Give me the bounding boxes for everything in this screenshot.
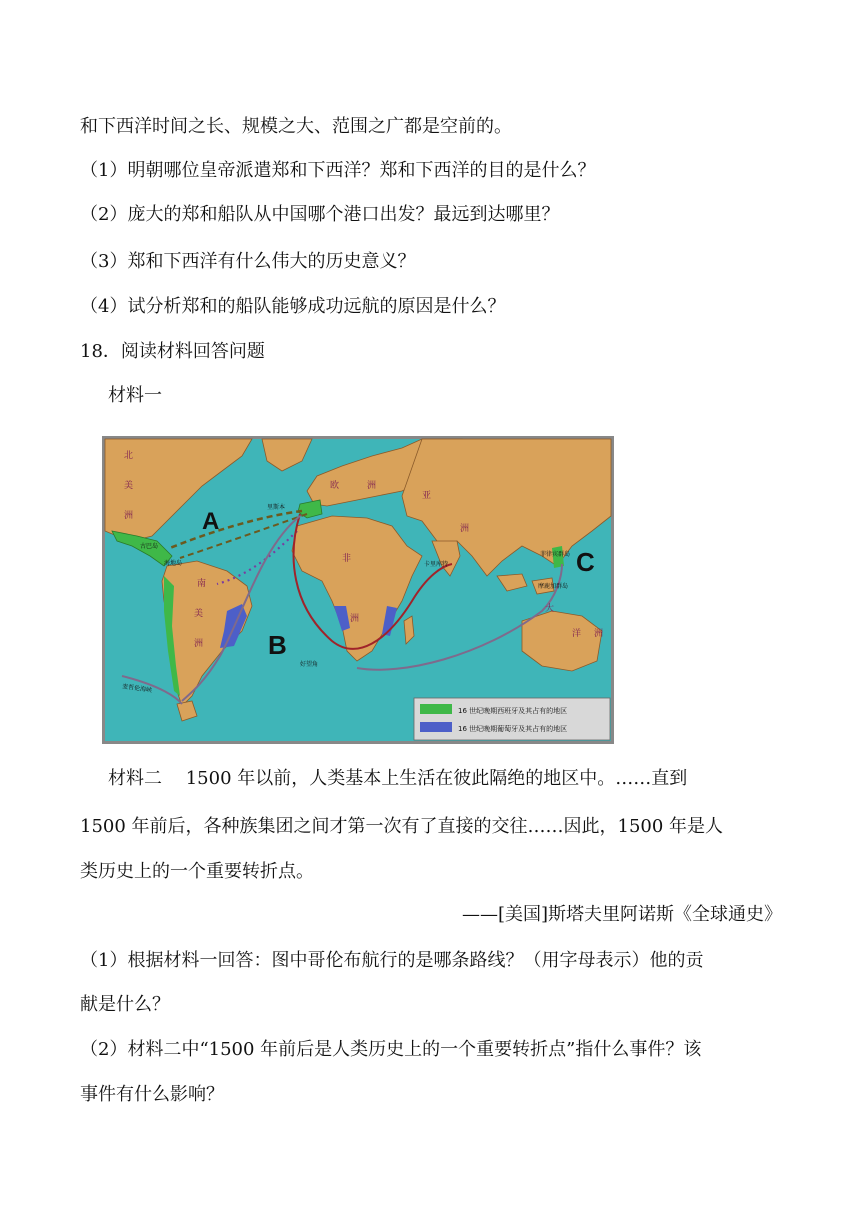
text-line: 和下西洋时间之长、规模之大、范围之广都是空前的。 xyxy=(80,116,512,137)
question-18-2-line-1: （2）材料二中“1500 年前后是人类历史上的一个重要转折点”指什么事件？该 xyxy=(80,1039,702,1060)
question-1: （1）明朝哪位皇帝派遣郑和下西洋？郑和下西洋的目的是什么？ xyxy=(80,160,596,181)
material-1-label: 材料一 xyxy=(108,385,162,406)
material-2-line-1: 材料二 1500 年以前，人类基本上生活在彼此隔绝的地区中。……直到 xyxy=(108,768,688,789)
label-africa-2: 洲 xyxy=(350,614,360,624)
question-18-1-line-1: （1）根据材料一回答：图中哥伦布航行的是哪条路线？（用字母表示）他的贡 xyxy=(80,950,704,971)
question-18-heading: 18．阅读材料回答问题 xyxy=(80,341,265,362)
label-magellan-strait: 麦哲伦海峡 xyxy=(121,683,153,695)
legend-swatch-portugal xyxy=(420,722,452,732)
label-africa-1: 非 xyxy=(342,554,352,564)
question-4: （4）试分析郑和的船队能够成功远航的原因是什么？ xyxy=(80,296,506,317)
label-lisbon: 里斯本 xyxy=(267,504,286,511)
label-moluccas: 摩鹿加群岛 xyxy=(538,583,569,590)
label-north-america-3: 洲 xyxy=(124,511,134,521)
route-label-c: C xyxy=(576,547,595,577)
navigation-routes-map xyxy=(102,436,614,744)
question-2: （2）庞大的郑和船队从中国哪个港口出发？最远到达哪里？ xyxy=(80,204,560,225)
question-18-1-line-2: 献是什么？ xyxy=(80,994,170,1015)
material-2-line-2: 1500 年前后，各种族集团之间才第一次有了直接的交往……因此，1500 年是人 xyxy=(80,816,724,837)
label-europe-1: 欧 xyxy=(330,481,340,491)
label-haiti: 海地岛 xyxy=(164,560,183,567)
route-label-b: B xyxy=(268,630,287,660)
label-asia-1: 亚 xyxy=(422,491,432,501)
label-south-america-1: 南 xyxy=(197,579,207,589)
label-north-america-2: 美 xyxy=(124,481,134,491)
label-south-america-2: 美 xyxy=(194,609,204,619)
label-calicut: 卡里库特 xyxy=(424,561,449,568)
legend-label-spain: 16 世纪晚期西班牙及其占有的地区 xyxy=(458,707,568,715)
label-asia-2: 洲 xyxy=(460,524,470,534)
label-cuba: 古巴岛 xyxy=(140,543,159,550)
label-europe-2: 洲 xyxy=(367,481,377,491)
label-oceania-1: 大 xyxy=(545,604,555,614)
question-18-2-line-2: 事件有什么影响？ xyxy=(80,1084,224,1105)
material-2-source: ——[美国]斯塔夫里阿诺斯《全球通史》 xyxy=(461,904,782,925)
label-north-america-1: 北 xyxy=(124,451,134,461)
material-2-line-3: 类历史上的一个重要转折点。 xyxy=(80,861,314,882)
label-philippines: 菲律宾群岛 xyxy=(540,551,571,558)
label-oceania-2: 洋 xyxy=(572,629,582,639)
label-oceania-3: 洲 xyxy=(594,629,604,639)
label-south-america-3: 洲 xyxy=(194,639,204,649)
legend-label-portugal: 16 世纪晚期葡萄牙及其占有的地区 xyxy=(458,725,568,733)
question-3: （3）郑和下西洋有什么伟大的历史意义？ xyxy=(80,251,416,272)
label-cape: 好望角 xyxy=(300,661,319,668)
route-label-a: A xyxy=(202,508,220,535)
legend-swatch-spain xyxy=(420,704,452,714)
